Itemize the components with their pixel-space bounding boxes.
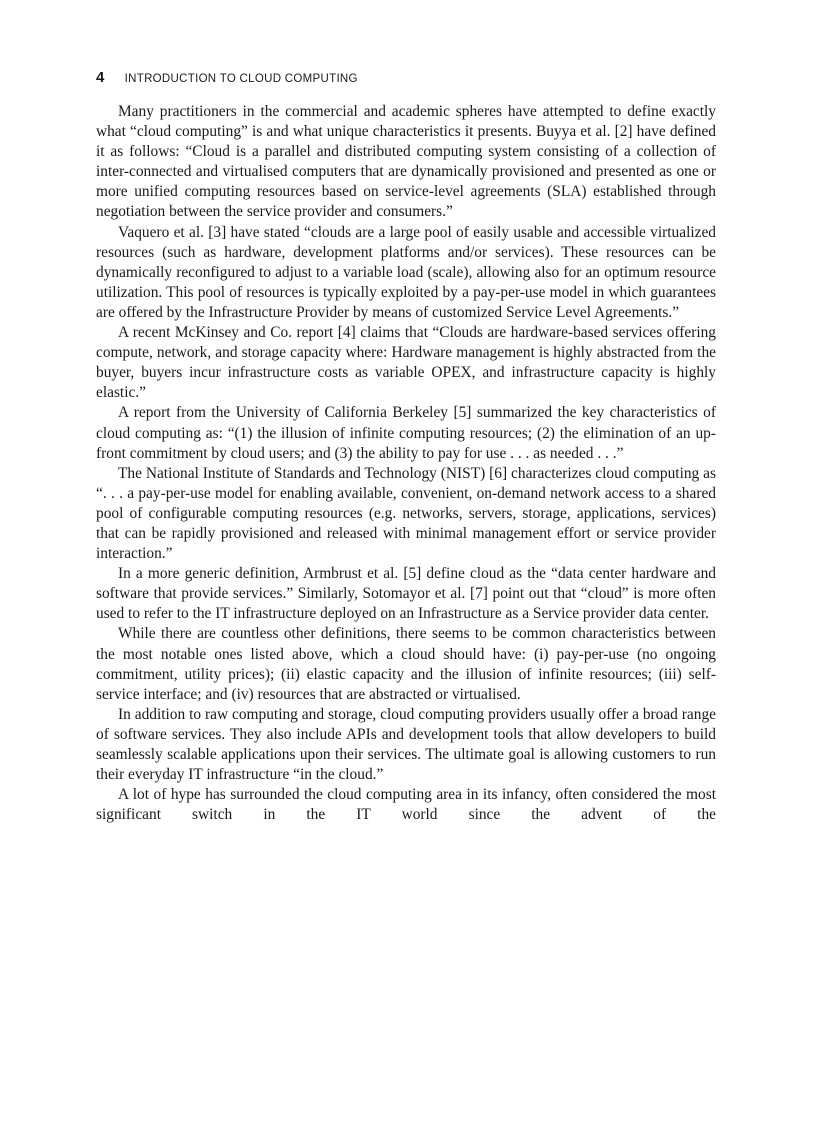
running-head	[96, 68, 716, 88]
running-head-title: INTRODUCTION TO CLOUD COMPUTING	[124, 73, 358, 85]
paragraph-nist-definition: The National Institute of Standards and Technology (NIST) [6] characterizes cloud computing as “. . . a pay-per-use model for enabling available, convenient, on-demand network access to a shared pool of configurable computing resources (e.g. networks, servers, storage, applications, services) that can be rapidly provisioned and released with minimal management effort or service provider interaction.”	[96, 464, 716, 563]
paragraph-software-services: In addition to raw computing and storage, cloud computing providers usually offer a broad range of software services. They also include APIs and development tools that allow developers to build seamlessly scalable applications upon their services. The ultimate goal is allowing customers to run their everyday IT infrastructure “in the cloud.”	[96, 705, 716, 784]
paragraph-common-characteristics: While there are countless other definitions, there seems to be common characteristics between the most notable ones listed above, which a cloud should have: (i) pay-per-use (no ongoing commitment, utility prices); (ii) elastic capacity and the illusion of infinite resources; (iii) self-service interface; and (iv) resources that are abstracted or virtualised.	[96, 625, 716, 703]
book-page	[96, 68, 716, 825]
paragraph-buyya-definition: Many practitioners in the commercial and academic spheres have attempted to define exactly what “cloud computing” is and what unique characteristics it presents. Buyya et al. [2] have defined it as follows: “Cloud is a parallel and distributed computing system consisting of a collection of inter-connected and virtualised computers that are dynamically provisioned and presented as one or more unified computing resources based on service-level agreements (SLA) established through negotiation between the service provider and consumers.”	[96, 103, 716, 221]
body-text	[96, 102, 716, 825]
paragraph-vaquero-definition: Vaquero et al. [3] have stated “clouds are a large pool of easily usable and accessible virtualized resources (such as hardware, development platforms and/or services). These resources can be dynamically reconfigured to adjust to a variable load (scale), allowing also for an optimum resource utilization. This pool of resources is typically exploited by a pay-per-use model in which guarantees are offered by the Infrastructure Provider by means of customized Service Level Agreements.”	[96, 223, 716, 321]
page-number: 4	[96, 69, 105, 86]
paragraph-berkeley-report: A report from the University of California Berkeley [5] summarized the key characteristics of cloud computing as: “(1) the illusion of infinite computing resources; (2) the elimination of an up-front commitment by cloud users; and (3) the ability to pay for use . . . as needed . . .”	[96, 404, 716, 462]
paragraph-armbrust-definition: In a more generic definition, Armbrust et al. [5] define cloud as the “data center hardware and software that provide services.” Similarly, Sotomayor et al. [7] point out that “cloud” is more often used to refer to the IT infrastructure deployed on an Infrastructure as a Service provider data center.	[96, 565, 716, 623]
paragraph-hype: A lot of hype has surrounded the cloud computing area in its infancy, often considered the most significant switch in the IT world since the advent of the	[96, 786, 716, 824]
paragraph-mckinsey-report: A recent McKinsey and Co. report [4] claims that “Clouds are hardware-based services offering compute, network, and storage capacity where: Hardware management is highly abstracted from the buyer, buyers incur infrastructure costs as variable OPEX, and infrastructure capacity is highly elastic.”	[96, 324, 716, 402]
